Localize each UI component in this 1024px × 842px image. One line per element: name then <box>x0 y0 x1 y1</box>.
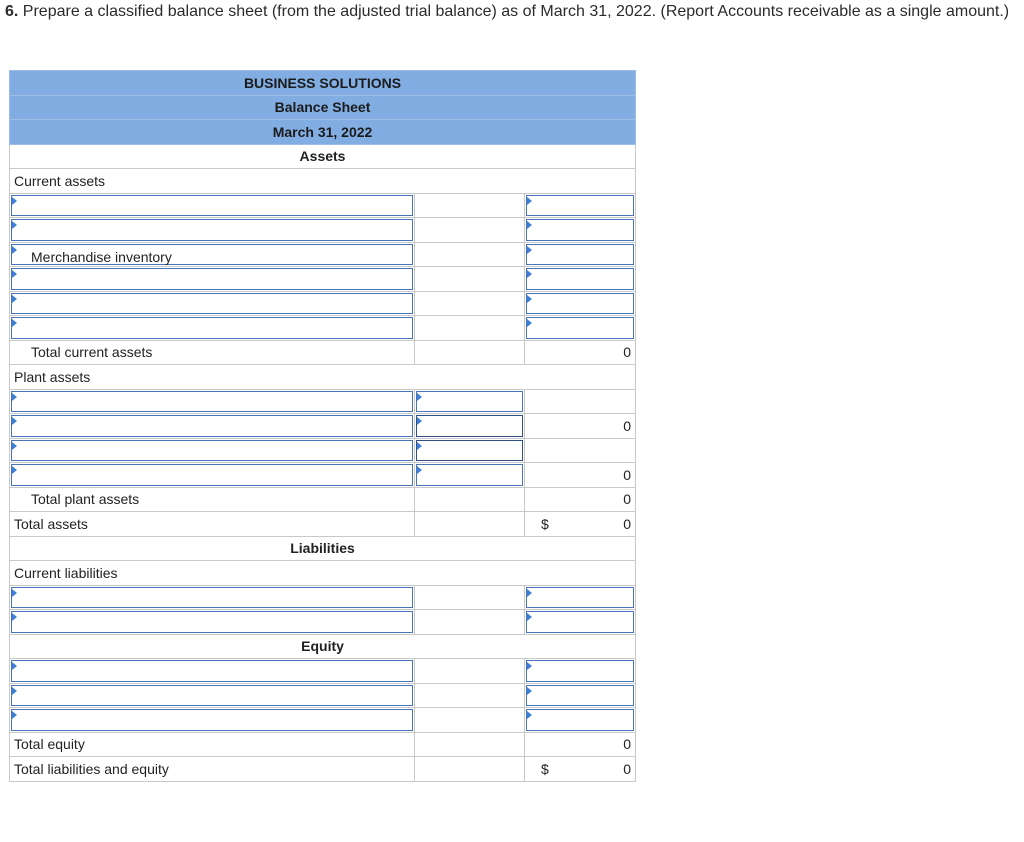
liability-row <box>10 610 636 635</box>
amount-input[interactable] <box>526 244 634 266</box>
assets-heading: Assets <box>10 144 636 169</box>
plant-asset-row <box>10 414 636 439</box>
dropdown-marker-icon <box>527 197 532 205</box>
dropdown-marker-icon <box>12 319 17 327</box>
dropdown-marker-icon <box>12 417 17 425</box>
dropdown-marker-icon <box>12 613 17 621</box>
plant-asset-row <box>10 438 636 463</box>
plant-assets-label: Plant assets <box>10 365 636 390</box>
amount-input[interactable] <box>526 293 634 315</box>
dropdown-marker-icon <box>12 197 17 205</box>
current-liabilities-label: Current liabilities <box>10 561 636 586</box>
equity-row <box>10 659 636 684</box>
account-select[interactable] <box>11 464 413 486</box>
total-assets-value: 0 <box>623 515 632 532</box>
total-current-assets-value: 0 <box>525 340 636 365</box>
total-equity-value: 0 <box>525 732 636 757</box>
dropdown-marker-icon <box>527 295 532 303</box>
company-name: BUSINESS SOLUTIONS <box>10 71 636 96</box>
dropdown-marker-icon <box>12 295 17 303</box>
question-text <box>5 2 1020 22</box>
amount-input[interactable] <box>526 268 634 290</box>
statement-title: Balance Sheet <box>10 95 636 120</box>
account-select[interactable] <box>11 415 413 437</box>
dropdown-marker-icon <box>12 687 17 695</box>
plant-row-value: 0 <box>525 463 636 488</box>
dropdown-marker-icon <box>417 466 422 474</box>
account-select[interactable] <box>11 219 413 241</box>
total-liabilities-equity-cell <box>525 757 636 782</box>
amount-input[interactable] <box>416 464 523 486</box>
total-equity-label: Total equity <box>10 732 415 757</box>
liability-row <box>10 585 636 610</box>
dropdown-marker-icon <box>527 270 532 278</box>
dropdown-marker-icon <box>417 417 422 425</box>
dropdown-marker-icon <box>12 711 17 719</box>
liabilities-heading: Liabilities <box>10 536 636 561</box>
current-asset-row <box>10 291 636 316</box>
amount-input[interactable] <box>526 195 634 217</box>
account-select[interactable] <box>11 709 413 731</box>
plant-asset-row <box>10 389 636 414</box>
equity-row <box>10 683 636 708</box>
dropdown-marker-icon <box>417 442 422 450</box>
amount-input[interactable] <box>416 440 523 462</box>
dropdown-marker-icon <box>12 442 17 450</box>
dropdown-marker-icon <box>12 589 17 597</box>
plant-asset-row <box>10 463 636 488</box>
dropdown-marker-icon <box>527 687 532 695</box>
dropdown-marker-icon <box>12 662 17 670</box>
account-select[interactable] <box>11 611 413 633</box>
balance-sheet-table <box>9 70 636 782</box>
dropdown-marker-icon <box>12 393 17 401</box>
account-select[interactable] <box>11 440 413 462</box>
dropdown-marker-icon <box>527 246 532 254</box>
amount-input[interactable] <box>526 219 634 241</box>
dropdown-marker-icon <box>12 246 17 254</box>
dropdown-marker-icon <box>12 221 17 229</box>
total-liabilities-equity-value: 0 <box>623 760 632 777</box>
current-assets-label: Current assets <box>10 169 636 194</box>
question-number: 6. <box>5 3 19 20</box>
total-assets-label: Total assets <box>10 512 415 537</box>
dropdown-marker-icon <box>527 221 532 229</box>
total-assets-cell <box>525 512 636 537</box>
account-select[interactable] <box>11 195 413 217</box>
account-select[interactable] <box>11 587 413 609</box>
total-current-assets-label: Total current assets <box>10 340 415 365</box>
amount-input[interactable] <box>526 660 634 682</box>
dropdown-marker-icon <box>417 393 422 401</box>
dropdown-marker-icon <box>12 270 17 278</box>
amount-input[interactable] <box>526 611 634 633</box>
account-select[interactable] <box>11 685 413 707</box>
dropdown-marker-icon <box>12 466 17 474</box>
dropdown-marker-icon <box>527 662 532 670</box>
account-select[interactable] <box>11 317 413 339</box>
plant-row-value: 0 <box>525 414 636 439</box>
equity-heading: Equity <box>10 634 636 659</box>
current-asset-row <box>10 267 636 292</box>
total-plant-assets-label: Total plant assets <box>10 487 415 512</box>
question-body: Prepare a classified balance sheet (from the adjusted trial balance) as of March 31, 2022. (Report Accounts receivable as a single amount.) <box>22 3 1010 20</box>
current-asset-row <box>10 316 636 341</box>
current-asset-row <box>10 242 636 267</box>
amount-input[interactable] <box>526 685 634 707</box>
amount-input[interactable] <box>416 391 523 413</box>
equity-row <box>10 708 636 733</box>
account-select[interactable] <box>11 268 413 290</box>
amount-input[interactable] <box>416 415 523 437</box>
merchandise-inventory-value: Merchandise inventory <box>31 248 172 265</box>
dropdown-marker-icon <box>527 613 532 621</box>
dropdown-marker-icon <box>527 319 532 327</box>
total-liabilities-equity-currency: $ <box>541 760 549 777</box>
total-plant-assets-value: 0 <box>525 487 636 512</box>
account-select[interactable] <box>11 660 413 682</box>
amount-input[interactable] <box>526 587 634 609</box>
account-select[interactable] <box>11 293 413 315</box>
account-select[interactable] <box>11 244 413 266</box>
account-select[interactable] <box>11 391 413 413</box>
dropdown-marker-icon <box>527 711 532 719</box>
amount-input[interactable] <box>526 317 634 339</box>
statement-date: March 31, 2022 <box>10 120 636 145</box>
dropdown-marker-icon <box>527 589 532 597</box>
current-asset-row <box>10 193 636 218</box>
total-assets-currency: $ <box>541 515 549 532</box>
total-liabilities-equity-label: Total liabilities and equity <box>10 757 415 782</box>
amount-input[interactable] <box>526 709 634 731</box>
current-asset-row <box>10 218 636 243</box>
